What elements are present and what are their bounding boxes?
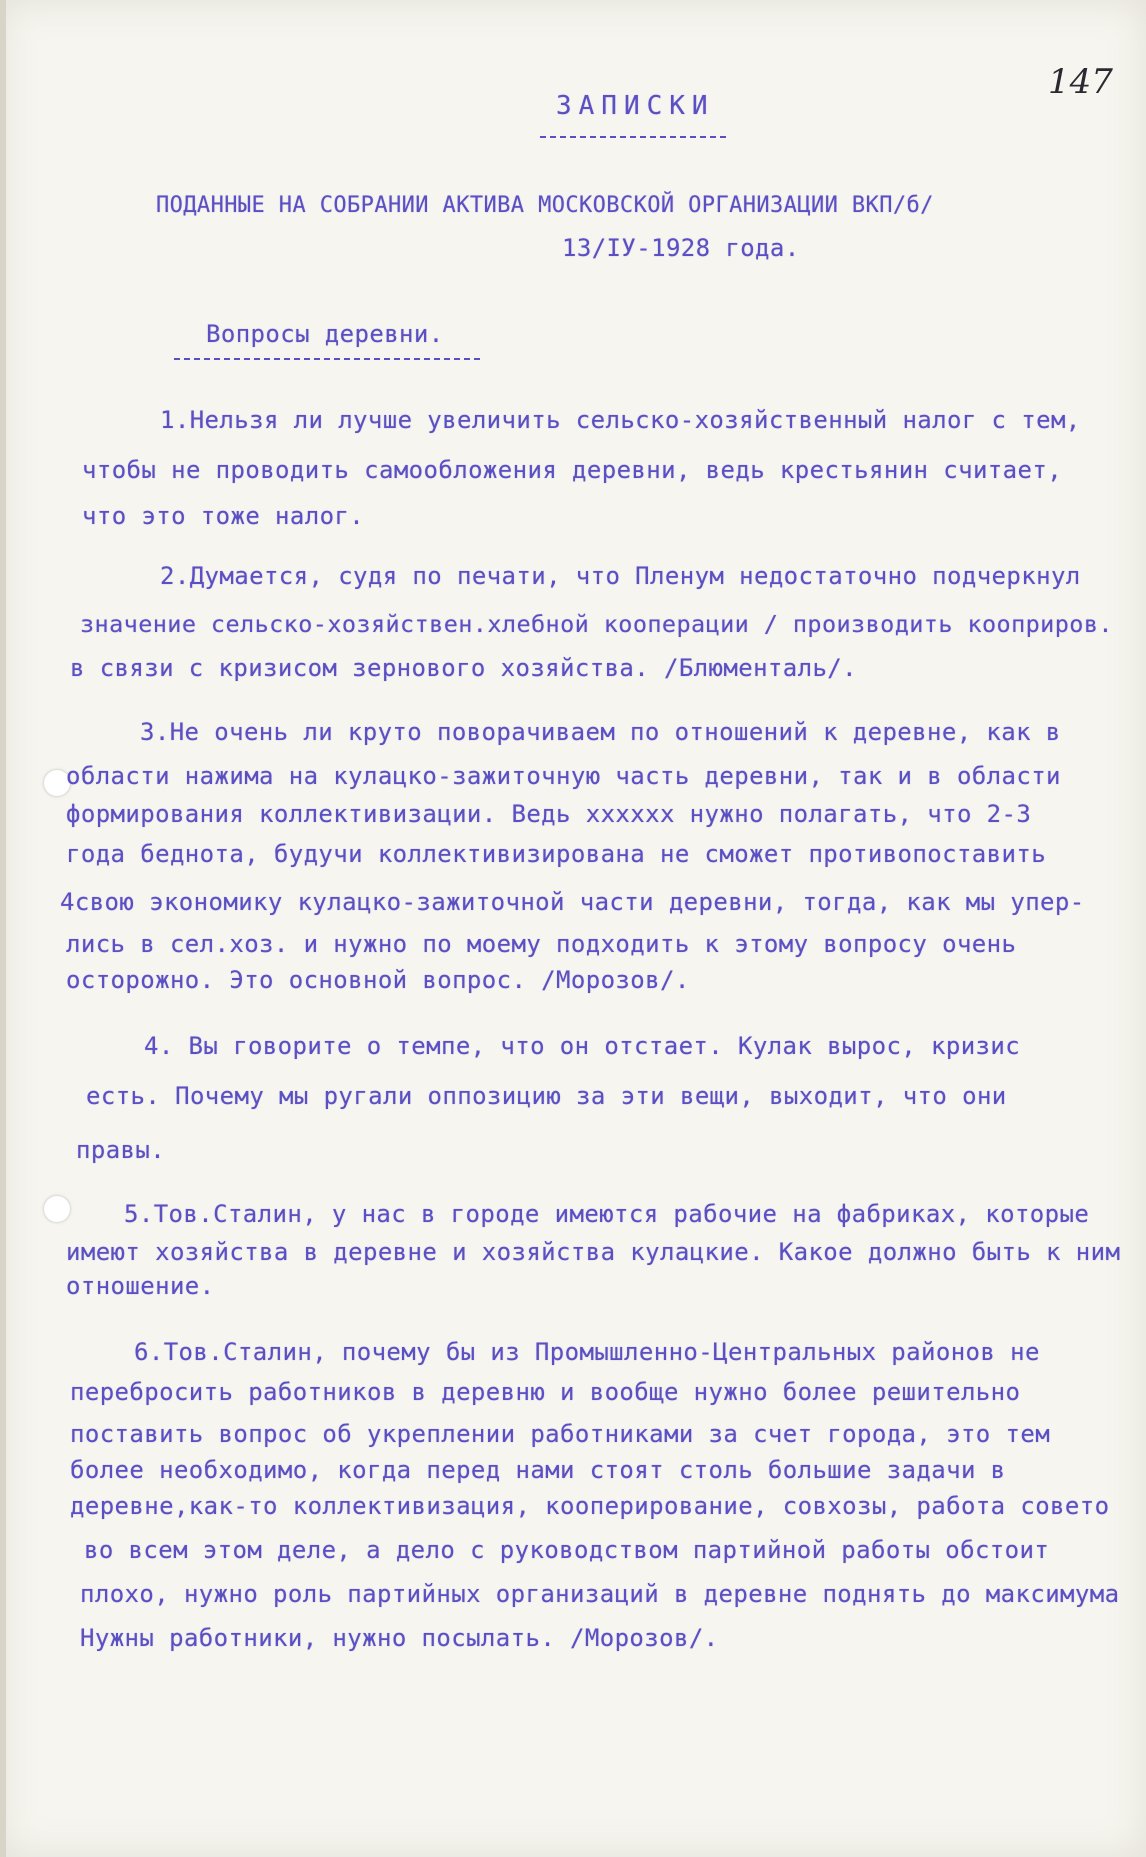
document-subtitle-line1: ПОДАННЫЕ НА СОБРАНИИ АКТИВА МОСКОВСКОЙ ОРГАНИЗАЦИИ ВКП/б/ <box>156 193 934 218</box>
note-2-line-3: в связи с кризисом зернового хозяйства. /Блюменталь/. <box>70 654 858 682</box>
punch-hole-bottom <box>44 1196 70 1222</box>
document-title: ЗАПИСКИ <box>556 91 715 121</box>
note-3-line-5: 4свою экономику кулацко-зажиточной части деревни, тогда, как мы упер- <box>60 888 1085 916</box>
paper-edge <box>0 0 6 1857</box>
section-underline <box>174 358 480 360</box>
note-1-line-1: 1.Нельзя ли лучше увеличить сельско-хозяйственный налог с тем, <box>160 406 1081 434</box>
note-1-line-2: чтобы не проводить самообложения деревни, ведь крестьянин считает, <box>82 456 1063 484</box>
note-4-line-3: правы. <box>76 1136 166 1164</box>
note-4-line-2: есть. Почему мы ругали оппозицию за эти вещи, выходит, что они <box>86 1082 1007 1110</box>
note-3-line-2: области нажима на кулацко-зажиточную часть деревни, так и в области <box>66 762 1061 790</box>
note-6-line-4: более необходимо, когда перед нами стоят столь большие задачи в <box>70 1456 1006 1484</box>
note-5-line-2: имеют хозяйства в деревне и хозяйства кулацкие. Какое должно быть к ним <box>66 1238 1121 1266</box>
note-6-line-6: во всем этом деле, а дело с руководством партийной работы обстоит <box>84 1536 1050 1564</box>
note-6-line-5: деревне,как-то коллективизация, кооперирование, совхозы, работа совето <box>70 1492 1110 1520</box>
note-4-line-1: 4. Вы говорите о темпе, что он отстает. Кулак вырос, кризис <box>144 1032 1021 1060</box>
note-2-line-2: значение сельско-хозяйствен.хлебной кооперации / производить кооприров. <box>80 610 1113 638</box>
section-title: Вопросы деревни. <box>206 320 444 348</box>
title-underline <box>540 136 726 138</box>
page-number: 147 <box>1048 62 1113 102</box>
note-3-line-3: формирования коллективизации. Ведь хххххх нужно полагать, что 2-3 <box>66 800 1032 828</box>
note-1-line-3: что это тоже налог. <box>82 502 365 530</box>
note-3-line-7: осторожно. Это основной вопрос. /Морозов/. <box>66 966 690 994</box>
note-6-line-2: перебросить работников в деревню и вообще нужно более решительно <box>70 1378 1021 1406</box>
note-5-line-3: отношение. <box>66 1272 215 1300</box>
note-3-line-4: года беднота, будучи коллективизирована не сможет противопоставить <box>66 840 1047 868</box>
document-subtitle-line2: 13/IУ-1928 года. <box>562 234 800 262</box>
note-6-line-1: 6.Тов.Сталин, почему бы из Промышленно-Центральных районов не <box>134 1338 1040 1366</box>
note-2-line-1: 2.Думается, судя по печати, что Пленум недостаточно подчеркнул <box>160 562 1081 590</box>
note-3-line-1: 3.Не очень ли круто поворачиваем по отношений к деревне, как в <box>140 718 1061 746</box>
note-3-line-6: лись в сел.хоз. и нужно по моему подходить к этому вопросу очень <box>66 930 1017 958</box>
note-6-line-8: Нужны работники, нужно посылать. /Морозов/. <box>80 1624 719 1652</box>
note-6-line-7: плохо, нужно роль партийных организаций в деревне поднять до максимума <box>80 1580 1120 1608</box>
note-6-line-3: поставить вопрос об укреплении работниками за счет города, это тем <box>70 1420 1051 1448</box>
note-5-line-1: 5.Тов.Сталин, у нас в городе имеются рабочие на фабриках, которые <box>124 1200 1090 1228</box>
